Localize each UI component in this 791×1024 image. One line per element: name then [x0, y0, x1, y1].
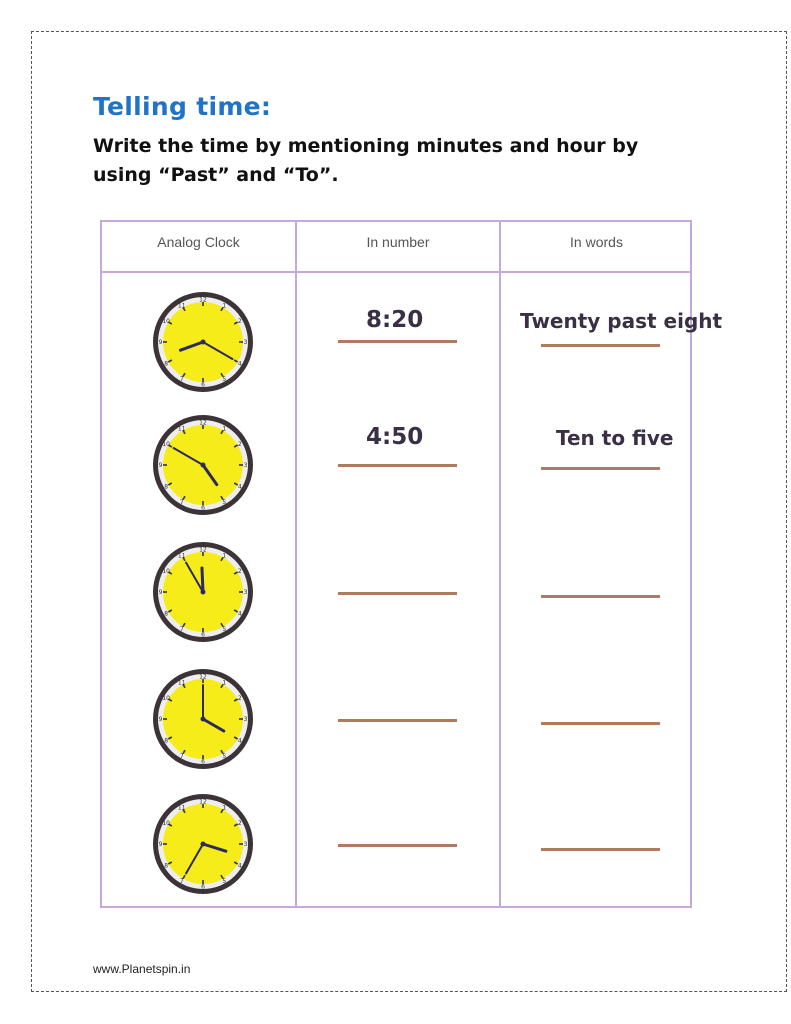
instruction-text: Write the time by mentioning minutes and hour by using “Past” and “To”. [93, 135, 639, 186]
clock-numeral: 10 [162, 694, 171, 702]
clock-numeral: 11 [177, 679, 186, 687]
clock-numeral: 12 [199, 419, 207, 427]
header-in-words: In words [570, 234, 623, 250]
number-answer-line [338, 340, 457, 343]
clock-numeral: 11 [177, 425, 186, 433]
clock-numeral: 6 [201, 381, 205, 389]
words-answer-line[interactable] [541, 595, 660, 598]
words-answer-line[interactable] [541, 848, 660, 851]
number-answer-line[interactable] [338, 719, 457, 722]
clock-numeral: 5 [222, 499, 227, 507]
clock-numeral: 12 [199, 673, 207, 681]
clock-numeral: 6 [201, 631, 205, 639]
clock-numeral: 11 [177, 552, 186, 560]
clock-numeral: 9 [158, 462, 163, 470]
words-answer-line [541, 467, 660, 470]
clock-numeral: 4 [237, 360, 242, 368]
clock-numeral: 10 [162, 567, 171, 575]
clock-center [201, 717, 206, 722]
clock-numeral: 10 [162, 317, 171, 325]
page-title: Telling time: [93, 92, 272, 121]
clock-numeral: 3 [243, 462, 248, 470]
words-answer-line [541, 344, 660, 347]
clock-numeral: 5 [222, 878, 227, 886]
answer-number: 4:50 [366, 424, 424, 450]
clock-numeral: 2 [237, 567, 242, 575]
analog-clock [151, 667, 255, 771]
clock-numeral: 2 [237, 440, 242, 448]
clock-numeral: 6 [201, 504, 205, 512]
clock-numeral: 3 [243, 589, 248, 597]
clock-numeral: 4 [237, 862, 242, 870]
clock-center [201, 463, 206, 468]
clock-numeral: 7 [179, 878, 184, 886]
clock-numeral: 7 [179, 376, 184, 384]
clock-numeral: 1 [222, 552, 227, 560]
clock-numeral: 4 [237, 483, 242, 491]
hour-hand [202, 568, 203, 592]
clock-numeral: 11 [177, 804, 186, 812]
clock-numeral: 1 [222, 302, 227, 310]
clock-numeral: 7 [179, 626, 184, 634]
header-in-number: In number [366, 234, 430, 250]
clock-numeral: 12 [199, 296, 207, 304]
clock-numeral: 8 [164, 483, 169, 491]
clock-numeral: 1 [222, 425, 227, 433]
clock-numeral: 2 [237, 317, 242, 325]
clock-numeral: 9 [158, 716, 163, 724]
clock-numeral: 4 [237, 737, 242, 745]
words-answer-line[interactable] [541, 722, 660, 725]
clock-numeral: 5 [222, 753, 227, 761]
number-answer-line [338, 464, 457, 467]
clock-numeral: 8 [164, 737, 169, 745]
clock-numeral: 6 [201, 883, 205, 891]
clock-numeral: 1 [222, 804, 227, 812]
clock-numeral: 9 [158, 589, 163, 597]
number-answer-line[interactable] [338, 844, 457, 847]
clock-numeral: 5 [222, 376, 227, 384]
number-answer-line[interactable] [338, 592, 457, 595]
answer-words: Ten to five [556, 426, 674, 450]
clock-numeral: 8 [164, 360, 169, 368]
footer-website: www.Planetspin.in [93, 962, 191, 976]
clock-numeral: 11 [177, 302, 186, 310]
clock-numeral: 8 [164, 862, 169, 870]
answer-number: 8:20 [366, 307, 424, 333]
header-divider [102, 271, 690, 273]
clock-numeral: 2 [237, 819, 242, 827]
analog-clock [151, 290, 255, 394]
clock-numeral: 9 [158, 339, 163, 347]
clock-numeral: 9 [158, 841, 163, 849]
header-analog-clock: Analog Clock [157, 234, 240, 250]
clock-center [201, 340, 206, 345]
clock-numeral: 3 [243, 841, 248, 849]
clock-numeral: 7 [179, 499, 184, 507]
clock-numeral: 6 [201, 758, 205, 766]
analog-clock [151, 413, 255, 517]
column-divider [295, 222, 297, 906]
clock-center [201, 590, 206, 595]
clock-numeral: 7 [179, 753, 184, 761]
clock-numeral: 10 [162, 819, 171, 827]
clock-numeral: 3 [243, 716, 248, 724]
clock-numeral: 3 [243, 339, 248, 347]
clock-numeral: 12 [199, 546, 207, 554]
clock-center [201, 842, 206, 847]
clock-numeral: 12 [199, 798, 207, 806]
analog-clock [151, 540, 255, 644]
answer-words: Twenty past eight [520, 309, 723, 333]
clock-numeral: 2 [237, 694, 242, 702]
analog-clock [151, 792, 255, 896]
column-divider [499, 222, 501, 906]
clock-numeral: 10 [162, 440, 171, 448]
clock-numeral: 5 [222, 626, 227, 634]
clock-numeral: 8 [164, 610, 169, 618]
clock-numeral: 4 [237, 610, 242, 618]
clock-numeral: 1 [222, 679, 227, 687]
